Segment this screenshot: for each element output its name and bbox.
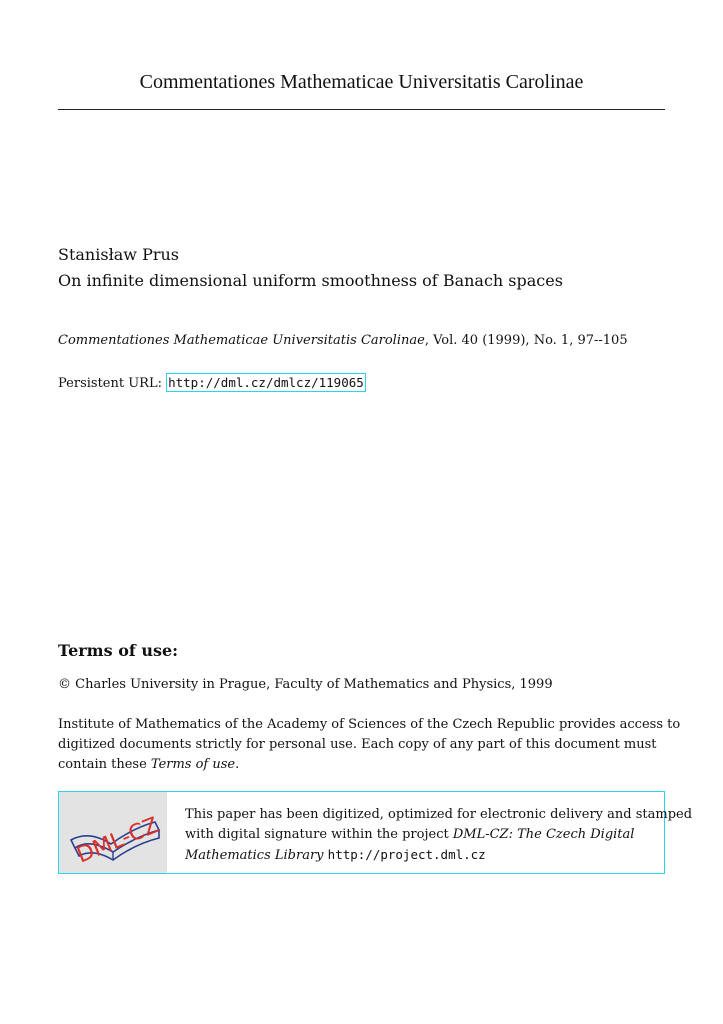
dml-cz-notice — [58, 791, 693, 874]
persistent-url-row — [58, 373, 366, 394]
project-url-link[interactable]: http://project.dml.cz — [327, 847, 486, 862]
library-name: Mathematics Library — [185, 848, 324, 863]
copyright-notice: © Charles University in Prague, Faculty of Mathematics and Physics, 1999 — [58, 677, 553, 692]
access-line-3: contain these Terms of use. — [58, 757, 240, 772]
citation — [58, 331, 628, 351]
book-logo-icon — [59, 792, 167, 873]
persistent-url-label: Persistent URL: — [58, 376, 167, 391]
notice-line-3 — [185, 845, 670, 866]
access-line-2: digitized documents strictly for personal use. Each copy of any part of this document must — [58, 737, 657, 752]
logo-wordmark: DML-CZ — [73, 813, 163, 869]
dml-cz-logo — [59, 792, 167, 873]
persistent-url-link[interactable]: http://dml.cz/dmlcz/119065 — [168, 375, 364, 390]
access-line-1: Institute of Mathematics of the Academy of Sciences of the Czech Republic provides access to — [58, 717, 681, 732]
terms-heading: Terms of use: — [58, 641, 179, 660]
journal-header: Commentationes Mathematicae Universitatis Carolinae — [139, 71, 584, 93]
notice-line-1: This paper has been digitized, optimized for electronic delivery and stamped — [185, 807, 693, 822]
project-name: DML-CZ: The Czech Digital — [452, 827, 635, 842]
terms-of-use-emphasis: Terms of use — [150, 757, 236, 772]
article-author: Stanisław Prus — [58, 245, 179, 264]
citation-journal: Commentationes Mathematicae Universitatis Carolinae — [58, 333, 425, 348]
citation-details: , Vol. 40 (1999), No. 1, 97--105 — [424, 333, 628, 348]
article-title: On infinite dimensional uniform smoothness of Banach spaces — [58, 271, 563, 290]
access-statement — [58, 715, 681, 775]
notice-line-2: with digital signature within the project DML-CZ: The Czech Digital — [185, 827, 635, 842]
header-divider — [58, 109, 665, 110]
dml-notice-text — [185, 805, 693, 866]
